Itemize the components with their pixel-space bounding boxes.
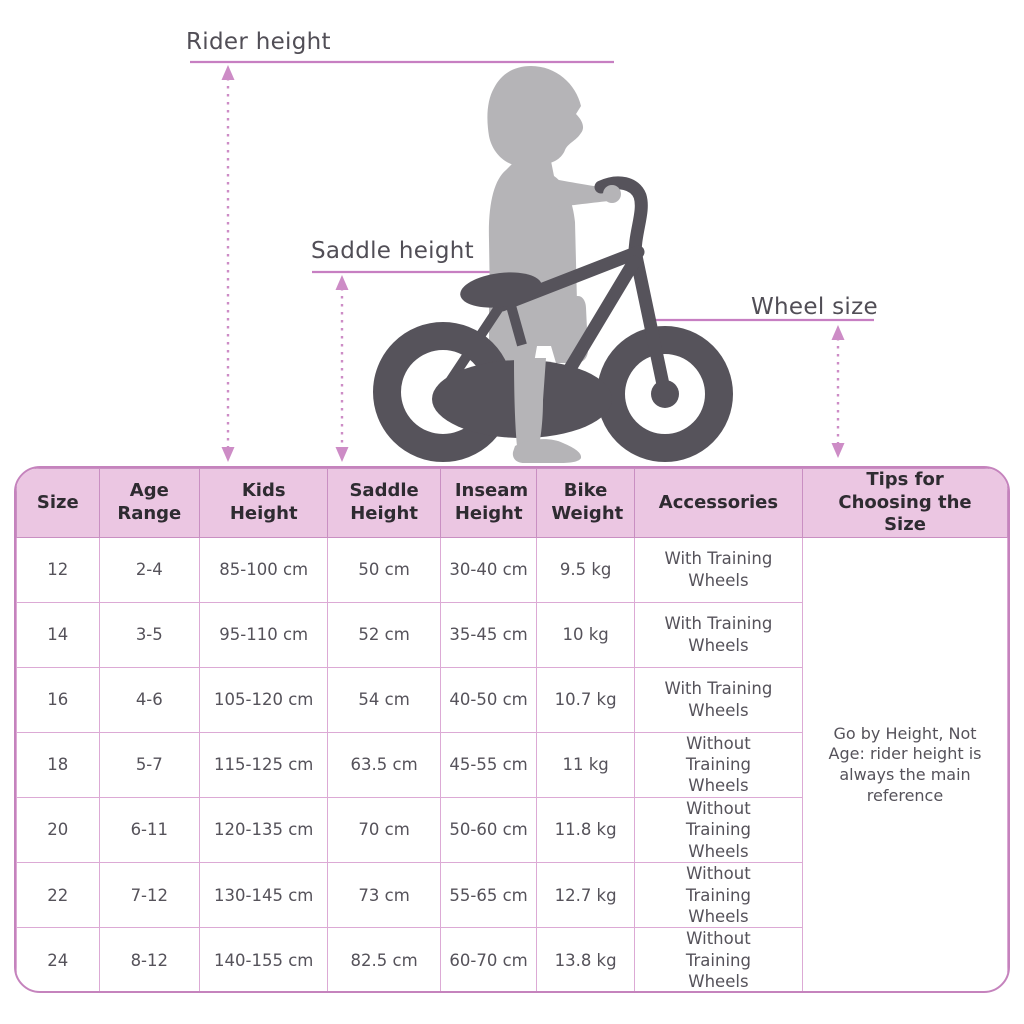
fork	[636, 256, 665, 394]
size-table	[16, 468, 1008, 993]
cell-kids-height: 105-120 cm	[200, 667, 328, 732]
cell-age: 2-4	[99, 537, 199, 602]
cell-age: 4-6	[99, 667, 199, 732]
cell-kids-height: 95-110 cm	[200, 602, 328, 667]
header-kids-height: Kids Height	[200, 469, 328, 538]
saddle-arrowhead-down	[336, 447, 349, 462]
cell-accessories: Without Training Wheels	[634, 863, 802, 928]
cell-saddle-height: 54 cm	[328, 667, 440, 732]
header-tips: Tips for Choosing the Size	[803, 469, 1008, 538]
cell-accessories: With Training Wheels	[634, 602, 802, 667]
cell-kids-height: 120-135 cm	[200, 797, 328, 862]
cell-bike-weight: 11.8 kg	[537, 797, 635, 862]
cell-inseam-height: 40-50 cm	[440, 667, 537, 732]
cell-saddle-height: 52 cm	[328, 602, 440, 667]
cell-saddle-height: 82.5 cm	[328, 928, 440, 993]
header-inseam-height: Inseam Height	[440, 469, 537, 538]
saddle-height-label: Saddle height	[311, 238, 474, 264]
header-saddle-height: Saddle Height	[328, 469, 440, 538]
cell-inseam-height: 45-55 cm	[440, 732, 537, 797]
cell-age: 7-12	[99, 863, 199, 928]
cell-accessories: Without Training Wheels	[634, 732, 802, 797]
cell-tips: Go by Height, Not Age: rider height is always the main reference	[803, 537, 1008, 993]
cell-saddle-height: 73 cm	[328, 863, 440, 928]
cell-accessories: Without Training Wheels	[634, 797, 802, 862]
cell-kids-height: 130-145 cm	[200, 863, 328, 928]
rider-arrowhead-up	[222, 65, 235, 80]
header-bike-weight: Bike Weight	[537, 469, 635, 538]
cell-saddle-height: 63.5 cm	[328, 732, 440, 797]
cell-age: 5-7	[99, 732, 199, 797]
cell-age: 8-12	[99, 928, 199, 993]
cell-kids-height: 140-155 cm	[200, 928, 328, 993]
cell-inseam-height: 50-60 cm	[440, 797, 537, 862]
cell-bike-weight: 12.7 kg	[537, 863, 635, 928]
wheel-arrowhead-down	[832, 443, 845, 458]
rider-height-label: Rider height	[186, 29, 331, 55]
cell-size: 24	[17, 928, 100, 993]
table-header-row	[17, 469, 1008, 538]
cell-inseam-height: 30-40 cm	[440, 537, 537, 602]
rider-arrowhead-down	[222, 447, 235, 462]
cell-size: 22	[17, 863, 100, 928]
cell-saddle-height: 70 cm	[328, 797, 440, 862]
cell-bike-weight: 9.5 kg	[537, 537, 635, 602]
cell-accessories: With Training Wheels	[634, 537, 802, 602]
cell-age: 3-5	[99, 602, 199, 667]
table-row	[17, 537, 1008, 602]
cell-bike-weight: 13.8 kg	[537, 928, 635, 993]
figure-area	[0, 0, 1024, 466]
cell-inseam-height: 35-45 cm	[440, 602, 537, 667]
cell-kids-height: 115-125 cm	[200, 732, 328, 797]
cell-bike-weight: 10.7 kg	[537, 667, 635, 732]
child-hand	[603, 185, 621, 203]
child-silhouette	[487, 66, 609, 364]
cell-bike-weight: 10 kg	[537, 602, 635, 667]
cell-saddle-height: 50 cm	[328, 537, 440, 602]
header-age-range: Age Range	[99, 469, 199, 538]
cell-size: 14	[17, 602, 100, 667]
cell-kids-height: 85-100 cm	[200, 537, 328, 602]
cell-age: 6-11	[99, 797, 199, 862]
saddle-arrowhead-up	[336, 275, 349, 290]
size-chart-table	[14, 466, 1010, 993]
cell-accessories: With Training Wheels	[634, 667, 802, 732]
cell-size: 16	[17, 667, 100, 732]
cell-size: 12	[17, 537, 100, 602]
cell-size: 18	[17, 732, 100, 797]
cell-size: 20	[17, 797, 100, 862]
child-foot	[513, 439, 581, 463]
header-accessories: Accessories	[634, 469, 802, 538]
cell-inseam-height: 60-70 cm	[440, 928, 537, 993]
wheel-size-label: Wheel size	[751, 294, 878, 320]
kid-with-bike-illustration	[0, 0, 1024, 466]
cell-bike-weight: 11 kg	[537, 732, 635, 797]
header-size: Size	[17, 469, 100, 538]
wheel-arrowhead-up	[832, 325, 845, 340]
cell-inseam-height: 55-65 cm	[440, 863, 537, 928]
child-head	[487, 66, 583, 166]
cell-accessories: Without Training Wheels	[634, 928, 802, 993]
